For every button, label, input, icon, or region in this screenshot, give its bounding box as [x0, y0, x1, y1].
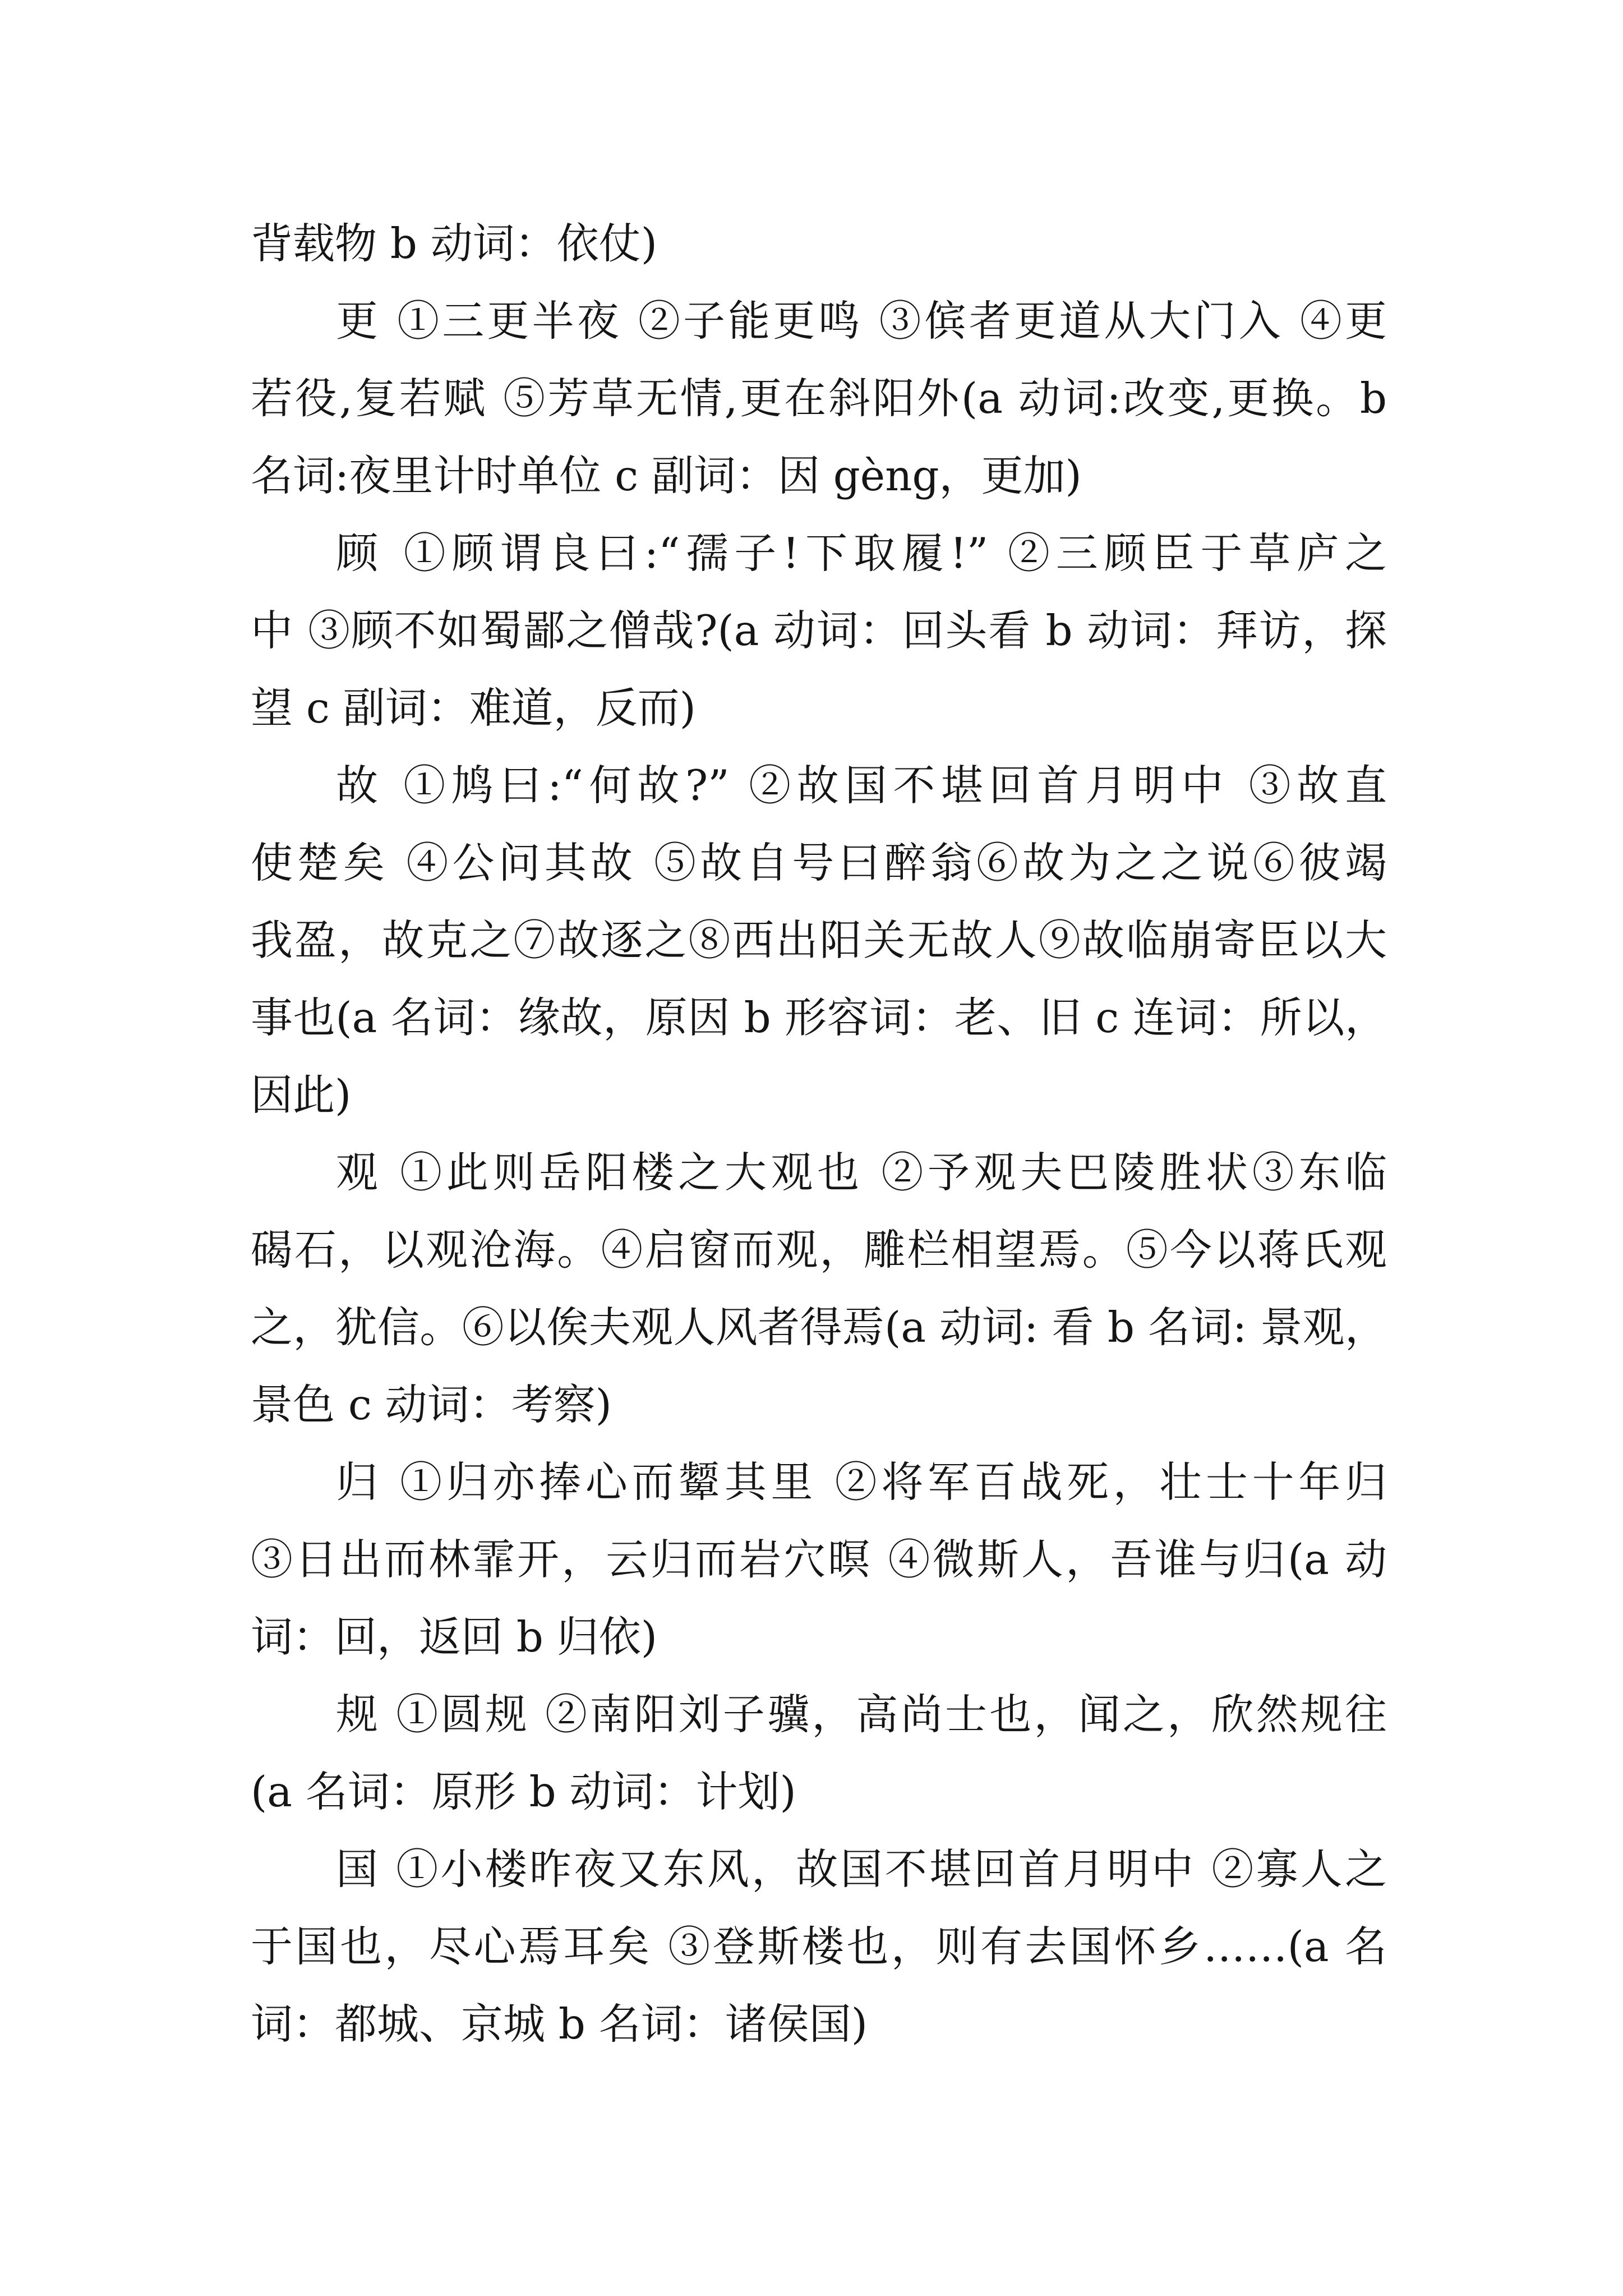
text-line: 事也(a 名词：缘故，原因 b 形容词：老、旧 c 连词：所以， [251, 993, 1387, 1042]
text-line: 名词:夜里计时单位 c 副词：因 gèng，更加) [251, 451, 1082, 500]
text-line: 碣石，以观沧海。④启窗而观，雕栏相望焉。⑤今以蒋氏观 [251, 1225, 1387, 1274]
text-line: 规 ①圆规 ②南阳刘子骥，高尚士也，闻之，欣然规往 [336, 1690, 1387, 1739]
text-line: 我盈，故克之⑦故逐之⑧西出阳关无故人⑨故临崩寄臣以大 [251, 915, 1387, 965]
entry-paragraph-geng [251, 282, 1387, 514]
text-line: 故 ①鸠曰:“何故?” ②故国不堪回首月明中 ③故直 [336, 761, 1387, 810]
text-line: 顾 ①顾谓良曰:“孺子!下取履!” ②三顾臣于草庐之 [336, 528, 1387, 578]
text-line: 更 ①三更半夜 ②子能更鸣 ③傧者更道从大门入 ④更 [336, 296, 1387, 346]
text-line: 背载物 b 动词：依仗) [251, 219, 657, 268]
text-line: 望 c 副词：难道，反而) [251, 683, 696, 733]
entry-paragraph-guan [251, 1134, 1387, 1443]
text-line: 使楚矣 ④公问其故 ⑤故自号曰醉翁⑥故为之之说⑥彼竭 [251, 838, 1387, 887]
text-line: 若役,复若赋 ⑤芳草无情,更在斜阳外(a 动词:改变,更换。b [251, 374, 1387, 423]
entry-paragraph-continuation [251, 205, 1387, 282]
text-line: 于国也，尽心焉耳矣 ③登斯楼也，则有去国怀乡……(a 名 [251, 1922, 1387, 1971]
entry-paragraph-guo [251, 1830, 1387, 2063]
text-line: 观 ①此则岳阳楼之大观也 ②予观夫巴陵胜状③东临 [336, 1148, 1387, 1197]
text-line: ③日出而林霏开，云归而岩穴暝 ④微斯人，吾谁与归(a 动 [251, 1535, 1387, 1584]
text-line: 词：回，返回 b 归依) [251, 1612, 657, 1662]
text-line: (a 名词：原形 b 动词：计划) [251, 1767, 796, 1816]
text-line: 景色 c 动词：考察) [251, 1380, 612, 1429]
text-line: 国 ①小楼昨夜又东风，故国不堪回首月明中 ②寡人之 [336, 1844, 1387, 1894]
text-line: 之，犹信。⑥以俟夫观人风者得焉(a 动词: 看 b 名词: 景观， [251, 1303, 1387, 1352]
text-line: 归 ①归亦捧心而颦其里 ②将军百战死，壮士十年归 [336, 1457, 1387, 1507]
text-line: 因此) [251, 1070, 352, 1120]
document-body [251, 205, 1387, 2063]
entry-paragraph-gui-rule [251, 1676, 1387, 1830]
entry-paragraph-gu-reason [251, 747, 1387, 1134]
text-line: 中 ③顾不如蜀鄙之僧哉?(a 动词：回头看 b 动词：拜访，探 [251, 606, 1387, 655]
entry-paragraph-gui [251, 1443, 1387, 1676]
entry-paragraph-gu [251, 514, 1387, 747]
text-line: 词：都城、京城 b 名词：诸侯国) [251, 1999, 868, 2049]
